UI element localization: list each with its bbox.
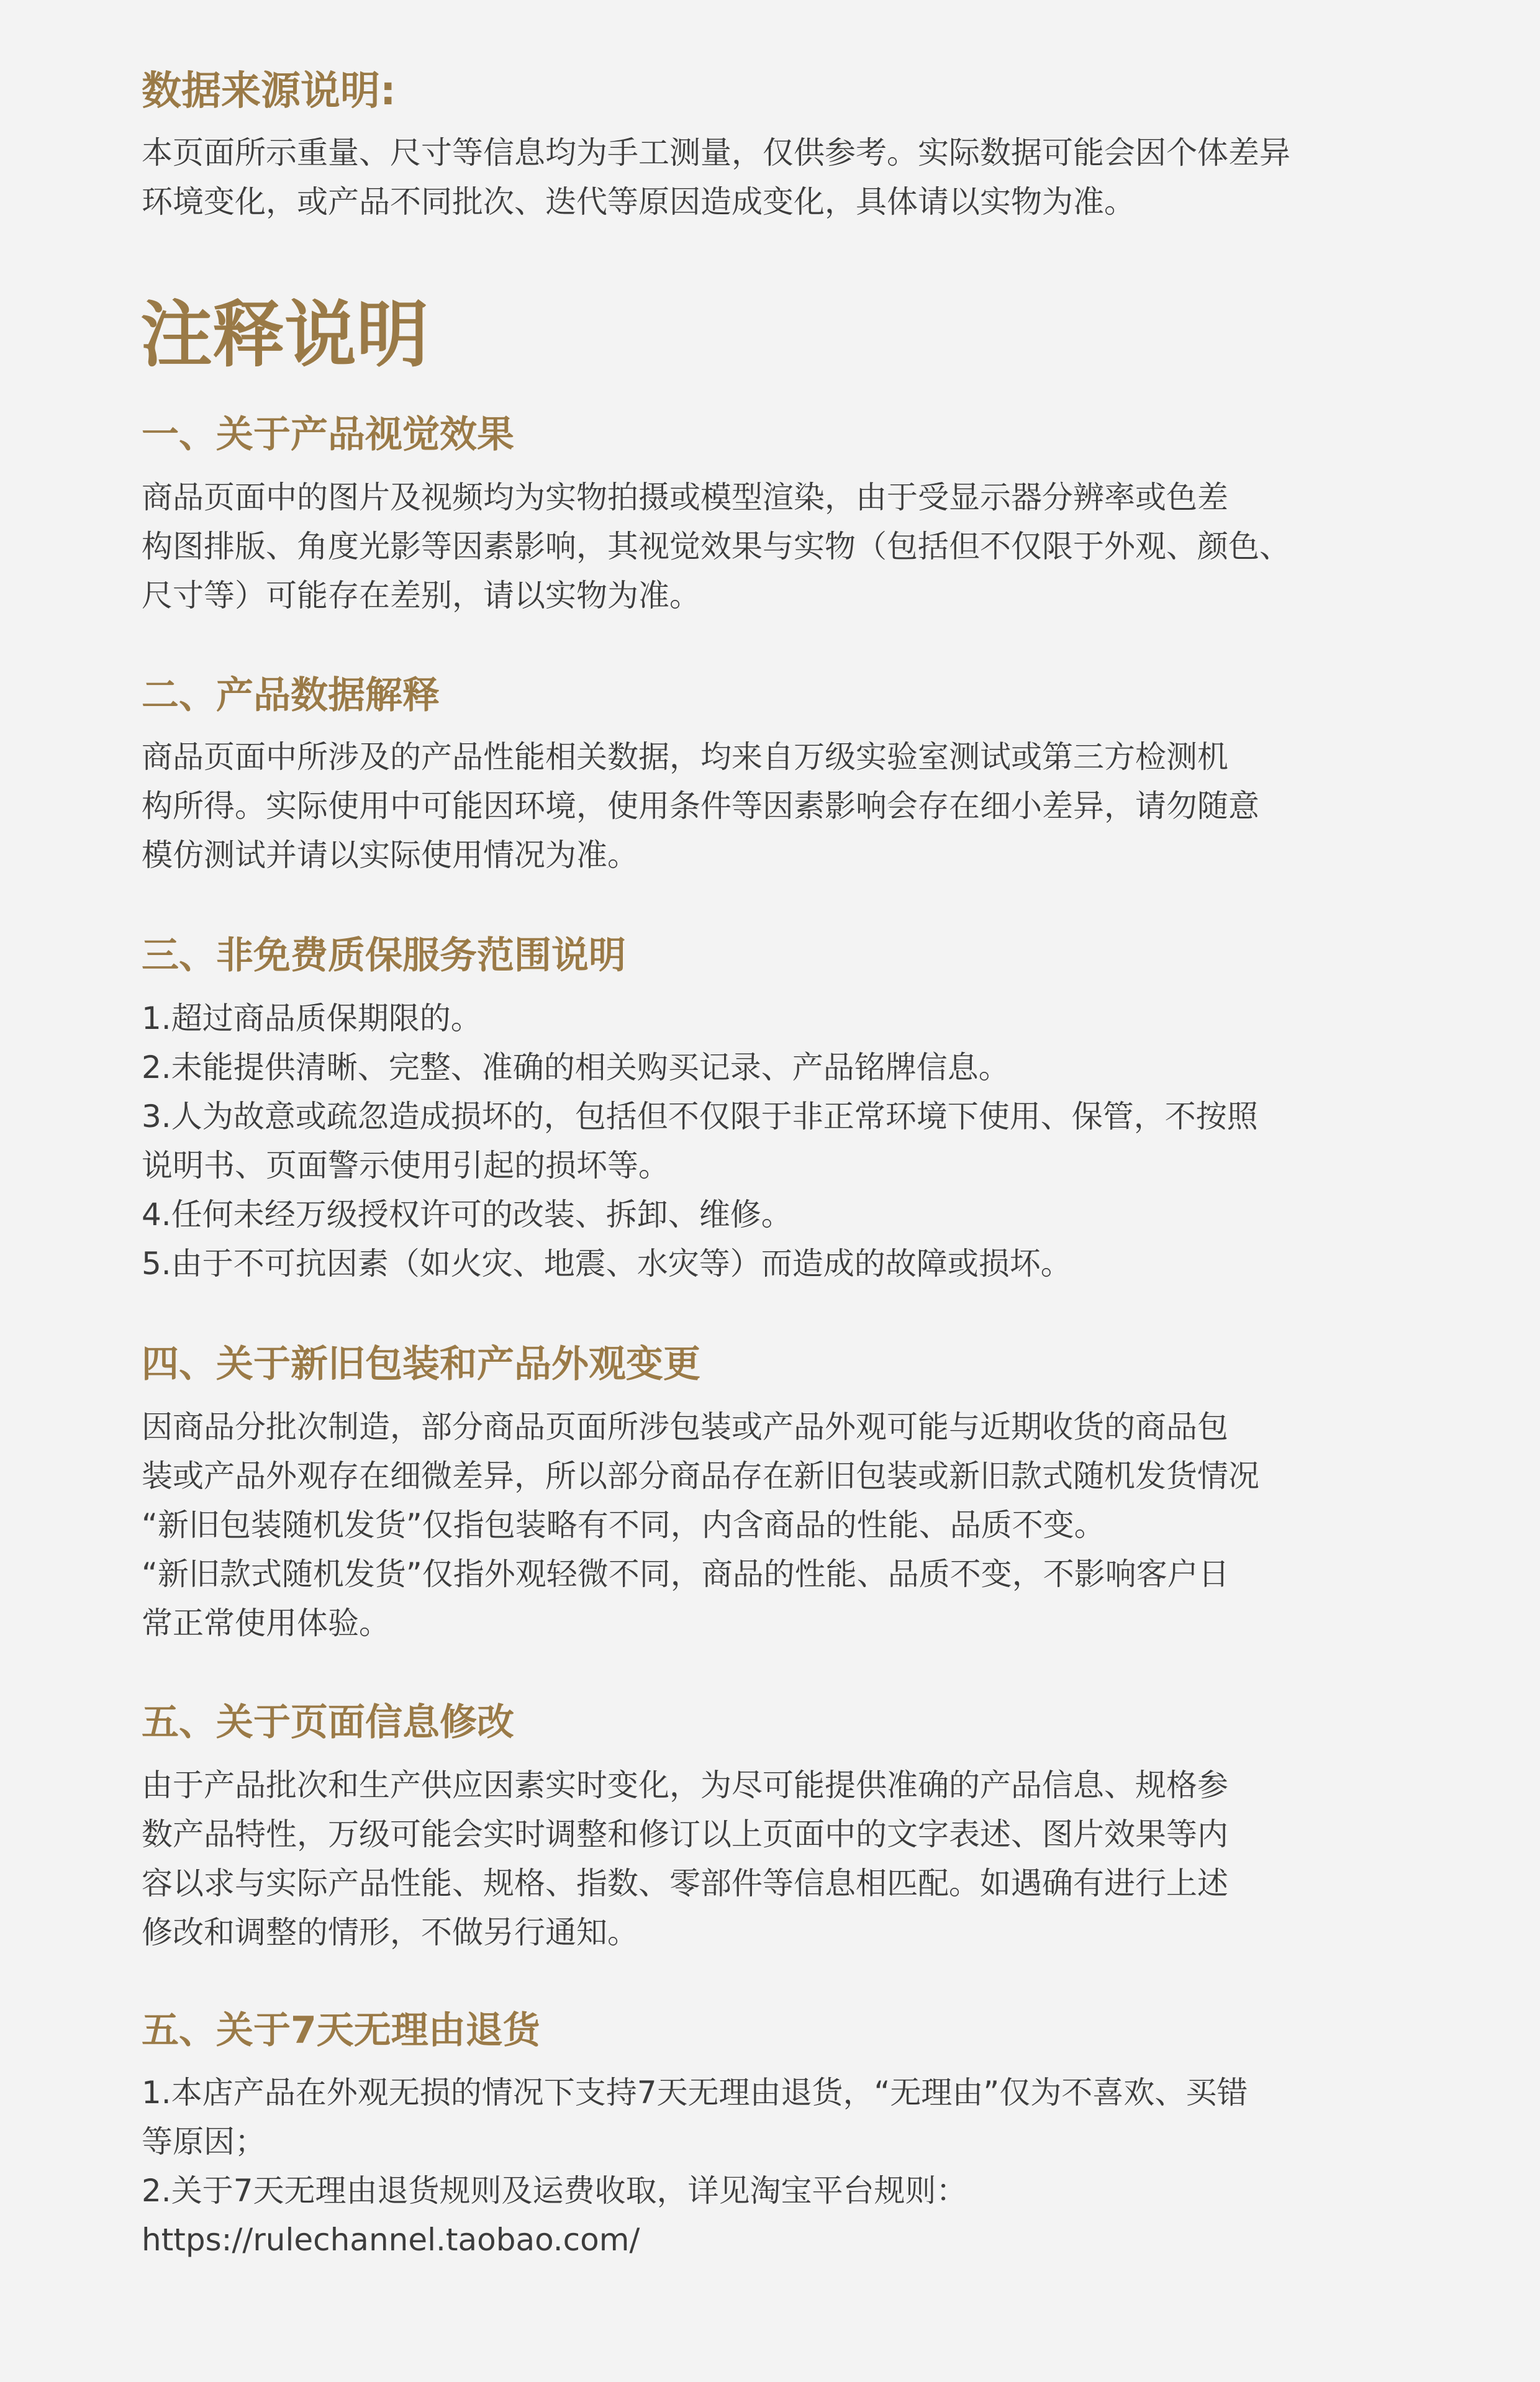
section-return-line-3: 2.关于7天无理由退货规则及运费收取，详见淘宝平台规则：: [142, 2173, 967, 2209]
section-page-info-line-2: 数产品特性，万级可能会实时调整和修订以上页面中的文字表述、图片效果等内: [142, 1816, 1228, 1852]
section-visual-text: [142, 473, 1290, 620]
section-visual-line-3: 尺寸等）可能存在差别，请以实物为准。: [142, 577, 700, 614]
section-data-line-1: 商品页面中所涉及的产品性能相关数据，均来自万级实验室测试或第三方检测机: [142, 739, 1228, 775]
section-page-info-title: 五、关于页面信息修改: [142, 1701, 514, 1744]
section-visual-line-2: 构图排版、角度光影等因素影响，其视觉效果与实物（包括但不仅限于外观、颜色、: [142, 528, 1290, 564]
section-warranty-line-6: 5.由于不可抗因素（如火灾、地震、水灾等）而造成的故障或损坏。: [142, 1246, 1072, 1282]
section-visual-line-1: 商品页面中的图片及视频均为实物拍摄或模型渲染，由于受显示器分辨率或色差: [142, 479, 1228, 515]
section-return-line-1: 1.本店产品在外观无损的情况下支持7天无理由退货，“无理由”仅为不喜欢、买错: [142, 2075, 1248, 2111]
section-warranty-line-5: 4.任何未经万级授权许可的改装、拆卸、维修。: [142, 1197, 792, 1233]
section-warranty-line-2: 2.未能提供清晰、完整、准确的相关购买记录、产品铭牌信息。: [142, 1049, 1010, 1085]
section-packaging-line-1: 因商品分批次制造，部分商品页面所涉包装或产品外观可能与近期收货的商品包: [142, 1409, 1228, 1445]
section-warranty-text: [142, 994, 1258, 1288]
section-packaging-line-4: “新旧款式随机发货”仅指外观轻微不同，商品的性能、品质不变，不影响客户日: [142, 1556, 1230, 1592]
section-page-info-line-3: 容以求与实际产品性能、规格、指数、零部件等信息相匹配。如遇确有进行上述: [142, 1865, 1228, 1901]
section-packaging-text: [142, 1403, 1259, 1648]
section-data-line-2: 构所得。实际使用中可能因环境，使用条件等因素影响会存在细小差异，请勿随意: [142, 788, 1259, 824]
section-page-info-text: [142, 1761, 1228, 1957]
section-return-title: 五、关于7天无理由退货: [142, 2009, 540, 2052]
section-visual-title: 一、关于产品视觉效果: [142, 413, 514, 456]
section-page-info-line-4: 修改和调整的情形，不做另行通知。: [142, 1914, 638, 1950]
section-packaging-line-3: “新旧包装随机发货”仅指包装略有不同，内含商品的性能、品质不变。: [142, 1507, 1105, 1543]
rule-channel-url: https://rulechannel.taobao.com/: [142, 2222, 640, 2258]
section-data-line-3: 模仿测试并请以实际使用情况为准。: [142, 837, 638, 873]
data-source-line-1: 本页面所示重量、尺寸等信息均为手工测量，仅供参考。实际数据可能会因个体差异: [142, 135, 1290, 171]
section-warranty-line-1: 1.超过商品质保期限的。: [142, 1000, 482, 1036]
section-packaging-line-2: 装或产品外观存在细微差异，所以部分商品存在新旧包装或新旧款式随机发货情况: [142, 1458, 1259, 1494]
section-warranty-title: 三、非免费质保服务范围说明: [142, 934, 626, 977]
section-packaging-title: 四、关于新旧包装和产品外观变更: [142, 1343, 700, 1386]
data-source-title: 数据来源说明:: [142, 68, 396, 114]
data-source-line-2: 环境变化，或产品不同批次、迭代等原因造成变化，具体请以实物为准。: [142, 184, 1135, 220]
section-packaging-line-5: 常正常使用体验。: [142, 1605, 390, 1641]
section-data-title: 二、产品数据解释: [142, 674, 440, 717]
section-return-text: [142, 2068, 1248, 2265]
section-data-text: [142, 733, 1259, 880]
notes-title: 注释说明: [140, 293, 428, 377]
data-source-text: [142, 129, 1290, 227]
section-warranty-line-3: 3.人为故意或疏忽造成损坏的，包括但不仅限于非正常环境下使用、保管，不按照: [142, 1098, 1258, 1134]
section-page-info-line-1: 由于产品批次和生产供应因素实时变化，为尽可能提供准确的产品信息、规格参: [142, 1767, 1228, 1803]
section-warranty-line-4: 说明书、页面警示使用引起的损坏等。: [142, 1148, 669, 1184]
section-return-line-2: 等原因；: [142, 2124, 266, 2160]
